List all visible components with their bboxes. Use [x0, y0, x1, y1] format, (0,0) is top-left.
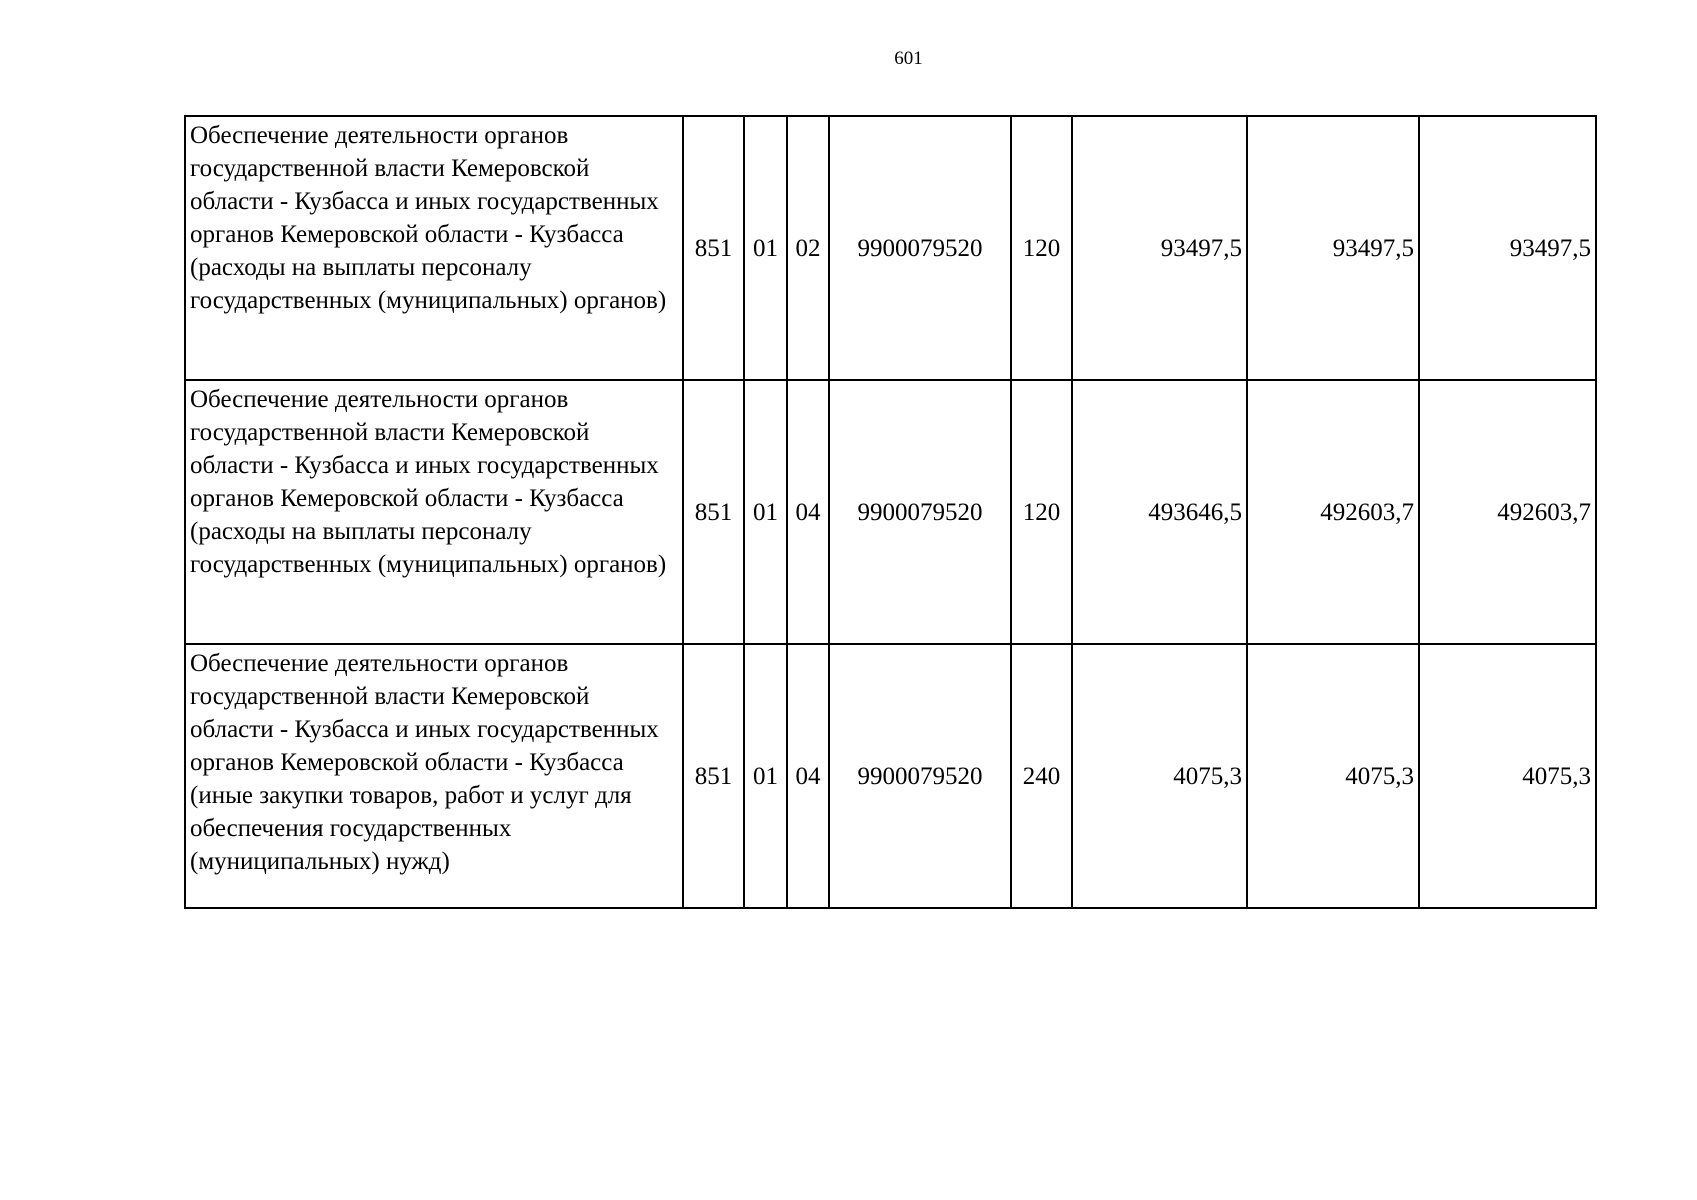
- ministry-code: 851: [683, 116, 744, 380]
- table-row: [185, 116, 1596, 380]
- row-description: Обеспечение деятельности органов государственной власти Кемеровской области - Кузбасса и иных государственных органов Кемеровской области - Кузбасса (расходы на выплаты персоналу государственных (муниципальных) органов): [185, 380, 683, 644]
- amount-3: 93497,5: [1419, 116, 1596, 380]
- section-code: 01: [744, 116, 787, 380]
- amount-3: 4075,3: [1419, 644, 1596, 908]
- amount-1: 93497,5: [1072, 116, 1247, 380]
- amount-3: 492603,7: [1419, 380, 1596, 644]
- target-article-code: 9900079520: [829, 116, 1011, 380]
- amount-1: 493646,5: [1072, 380, 1247, 644]
- expense-type-code: 120: [1011, 116, 1072, 380]
- expense-type-code: 240: [1011, 644, 1072, 908]
- target-article-code: 9900079520: [829, 380, 1011, 644]
- row-description: Обеспечение деятельности органов государственной власти Кемеровской области - Кузбасса и иных государственных органов Кемеровской области - Кузбасса (расходы на выплаты персоналу государственных (муниципальных) органов): [185, 116, 683, 380]
- target-article-code: 9900079520: [829, 644, 1011, 908]
- amount-2: 93497,5: [1247, 116, 1419, 380]
- amount-2: 4075,3: [1247, 644, 1419, 908]
- page-number: 601: [894, 48, 923, 69]
- subsection-code: 04: [787, 644, 829, 908]
- amount-1: 4075,3: [1072, 644, 1247, 908]
- ministry-code: 851: [683, 380, 744, 644]
- amount-2: 492603,7: [1247, 380, 1419, 644]
- budget-table: [184, 115, 1597, 909]
- subsection-code: 04: [787, 380, 829, 644]
- row-description: Обеспечение деятельности органов государственной власти Кемеровской области - Кузбасса и иных государственных органов Кемеровской области - Кузбасса (иные закупки товаров, работ и услуг для обеспечения государственных (муниципальных) нужд): [185, 644, 683, 908]
- table-row: [185, 644, 1596, 908]
- table-row: [185, 380, 1596, 644]
- subsection-code: 02: [787, 116, 829, 380]
- ministry-code: 851: [683, 644, 744, 908]
- section-code: 01: [744, 644, 787, 908]
- expense-type-code: 120: [1011, 380, 1072, 644]
- section-code: 01: [744, 380, 787, 644]
